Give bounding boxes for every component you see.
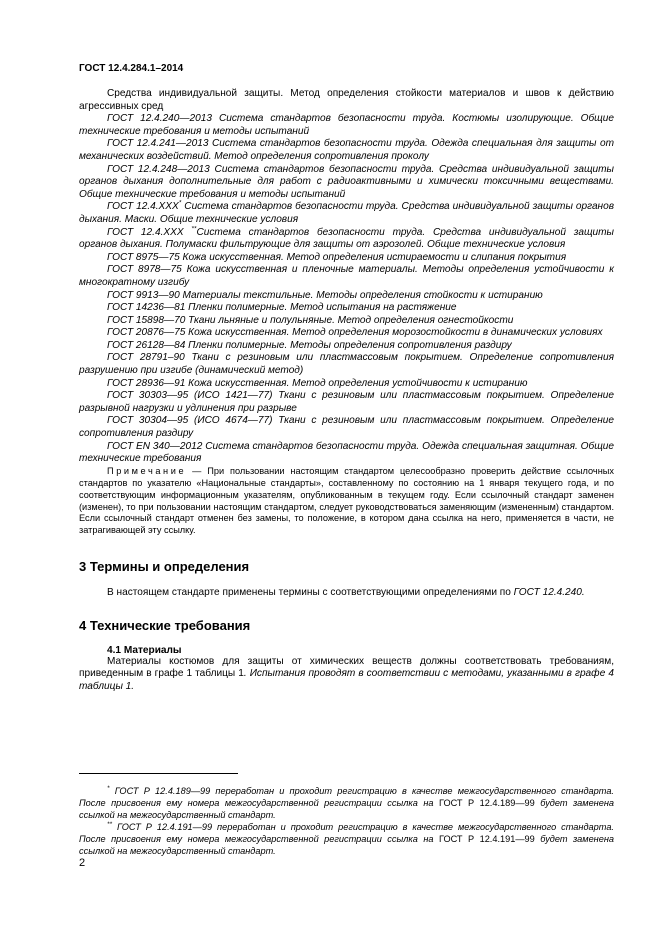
reference-item — [79, 201, 614, 226]
page-number: 2 — [79, 857, 86, 869]
footnote-text-end: будет заменена ссылкой на межгосударственный стандарт. — [79, 797, 615, 820]
section-3-text-italic: ГОСТ 12.4.240. — [513, 587, 585, 599]
note-label: Примечание — [107, 465, 187, 476]
reference-text: Система стандартов безопасности труда. Одежда специальная для защиты от механических воздействий. Метод определения сопротивления проколу — [79, 138, 615, 162]
reference-item — [79, 302, 614, 315]
footnote-divider — [79, 773, 238, 774]
footnote-text-end: будет заменена ссылкой на межгосударственный стандарт. — [79, 833, 615, 856]
reference-item — [79, 252, 614, 265]
section-3-text — [79, 587, 614, 600]
reference-text: Ткани с резиновым или пластмассовым покрытием. Определение сопротивления раздиру — [79, 415, 615, 440]
reference-text: Кожа искусственная. Метод определения устойчивости к истиранию — [188, 377, 528, 389]
reference-item — [79, 227, 614, 252]
note-text: При пользовании настоящим стандартом целесообразно проверить действие ссылочных стандартов по указателю «Национальные стандарты», составленному по состоянию на 1 января текущего года, и по соответствующим информационным указателям, опубликованным в текущем году. Если ссылочный стандарт заменен (изменен), то при пользовании настоящим стандартом, следует руководствоваться заменяющим (измененным) стандартом. Если ссылочный стандарт отменен без замены, то положение, в котором дана ссылка на него, применяется в части, не затрагивающей эту ссылку. — [79, 465, 614, 536]
reference-code: ГОСТ 12.4.248—2013 — [107, 163, 215, 175]
reference-item — [79, 290, 614, 303]
reference-text: Ткани льняные и полульняные. Метод определения огнестойкости — [188, 314, 514, 326]
subsection-4-1-title: 4.1 Материалы — [107, 644, 182, 656]
reference-code: ГОСТ 12.4.ХХХ — [107, 226, 192, 238]
reference-item — [79, 340, 614, 353]
reference-item — [79, 315, 614, 328]
footnote-standard: ГОСТ Р 12.4.191—99 — [438, 833, 535, 844]
footnote-marker[interactable]: * — [178, 199, 182, 207]
footnote-marker[interactable]: ** — [191, 225, 197, 233]
reference-text: Средства индивидуальной защиты. Метод определения стойкости материалов и швов к действию агрессивных сред — [79, 88, 614, 112]
reference-text: Система стандартов безопасности труда. Одежда специальная защитная. Общие технические требования — [79, 440, 615, 465]
footnote-item — [79, 822, 614, 858]
footnote-mark: * — [107, 784, 110, 792]
reference-item — [79, 138, 614, 163]
reference-text: Ткани с резиновым или пластмассовым покрытием. Определение разрывной нагрузки и удлинения при разрыве — [79, 390, 615, 414]
reference-item — [79, 88, 614, 113]
reference-code: ГОСТ 12.4.241—2013 — [107, 138, 212, 150]
reference-code: ГОСТ 9913—90 — [107, 289, 183, 301]
section-4-title: 4 Технические требования — [79, 617, 251, 633]
reference-item — [79, 441, 614, 466]
reference-text: Пленки полимерные. Метод испытания на растяжение — [188, 302, 457, 314]
subsection-4-1-text-italic: . Испытания проводят в соответствии с методами, указанными в графе 4 таблицы 1. — [79, 668, 614, 693]
section-3-text-plain: В настоящем стандарте применены термины с соответствующими определениями по — [107, 587, 514, 599]
reference-code: ГОСТ EN 340—2012 — [107, 440, 206, 452]
reference-text: Кожа искусственная. Метод определения морозостойкости в динамических условиях — [188, 327, 603, 339]
reference-item — [79, 352, 614, 377]
document-header: ГОСТ 12.4.284.1–2014 — [79, 63, 184, 74]
footnote-standard: ГОСТ Р 12.4.189—99 — [438, 797, 535, 808]
reference-text: Система стандартов безопасности труда. Средства индивидуальной защиты органов дыхания дополнительные для работ с радиоактивными и химически токсичными веществами. Общие технические требования и методы испытаний — [79, 163, 614, 200]
reference-code: ГОСТ 20876—75 — [107, 327, 189, 339]
reference-text: Материалы текстильные. Методы определения стойкости к истиранию — [182, 289, 543, 301]
subsection-4-1-text — [79, 656, 614, 694]
subsection-4-1-text-plain: Материалы костюмов для защиты от химических веществ должны соответствовать требованиям, приведенным в графе 1 таблицы 1 — [79, 655, 614, 680]
reference-item — [79, 327, 614, 340]
reference-code: ГОСТ 30303—95 (ИСО 1421—77) — [107, 390, 279, 402]
reference-item — [79, 164, 614, 202]
note-paragraph — [79, 466, 614, 537]
reference-code: ГОСТ 28791–90 — [107, 352, 192, 364]
note-dash: — — [186, 465, 208, 476]
reference-item — [79, 390, 614, 415]
reference-code: ГОСТ 14236—81 — [107, 302, 189, 314]
reference-list — [79, 88, 614, 466]
reference-code: ГОСТ 15898—70 — [107, 314, 189, 326]
reference-item — [79, 378, 614, 391]
footnote-mark: ** — [107, 820, 113, 828]
reference-text: Система стандартов безопасности труда. Костюмы изолирующие. Общие технические требования и методы испытаний — [79, 113, 614, 137]
footnote-text: ГОСТ Р 12.4.191—99 переработан и проходит регистрацию в качестве межгосударственного стандарта. После присвоения ему номера межгосударственной регистрации ссылка на — [79, 821, 614, 844]
reference-code: ГОСТ 8975—75 — [107, 251, 183, 263]
reference-text: Пленки полимерные. Методы определения сопротивления раздиру — [188, 339, 512, 351]
reference-code: ГОСТ 12.4.ХХХ — [107, 201, 179, 213]
reference-text: Ткани с резиновым или пластмассовым покрытием. Определение сопротивления разрушению при изгибе (динамический метод) — [79, 352, 614, 377]
reference-item — [79, 113, 614, 138]
reference-text: Кожа искусственная и пленочные материалы. Методы определения устойчивости к многократному изгибу — [79, 264, 614, 288]
reference-code: ГОСТ 12.4.240—2013 — [107, 113, 219, 125]
reference-text: Система стандартов безопасности труда. Средства индивидуальной защиты органов дыхания. Полумаски фильтрующие для защиты от аэрозолей. Общие технические условия — [79, 226, 614, 251]
footnotes — [79, 786, 614, 857]
section-3-title: 3 Термины и определения — [79, 559, 250, 575]
reference-code: ГОСТ 30304—95 (ИСО 4674—77) — [107, 415, 279, 427]
reference-item — [79, 264, 614, 289]
reference-code: ГОСТ 26128—84 — [107, 339, 189, 351]
reference-text: Система стандартов безопасности труда. Средства индивидуальной защиты органов дыхания. Маски. Общие технические условия — [79, 201, 614, 225]
reference-code: ГОСТ 28936—91 — [107, 377, 189, 389]
reference-item — [79, 415, 614, 440]
footnote-text: ГОСТ Р 12.4.189—99 переработан и проходит регистрацию в качестве межгосударственного стандарта. После присвоения ему номера межгосударственной регистрации ссылка на — [79, 786, 614, 808]
document-body — [79, 88, 614, 694]
reference-code: ГОСТ 8978—75 — [107, 264, 187, 276]
reference-text: Кожа искусственная. Метод определения истираемости и слипания покрытия — [182, 251, 567, 263]
footnote-item — [79, 786, 614, 822]
